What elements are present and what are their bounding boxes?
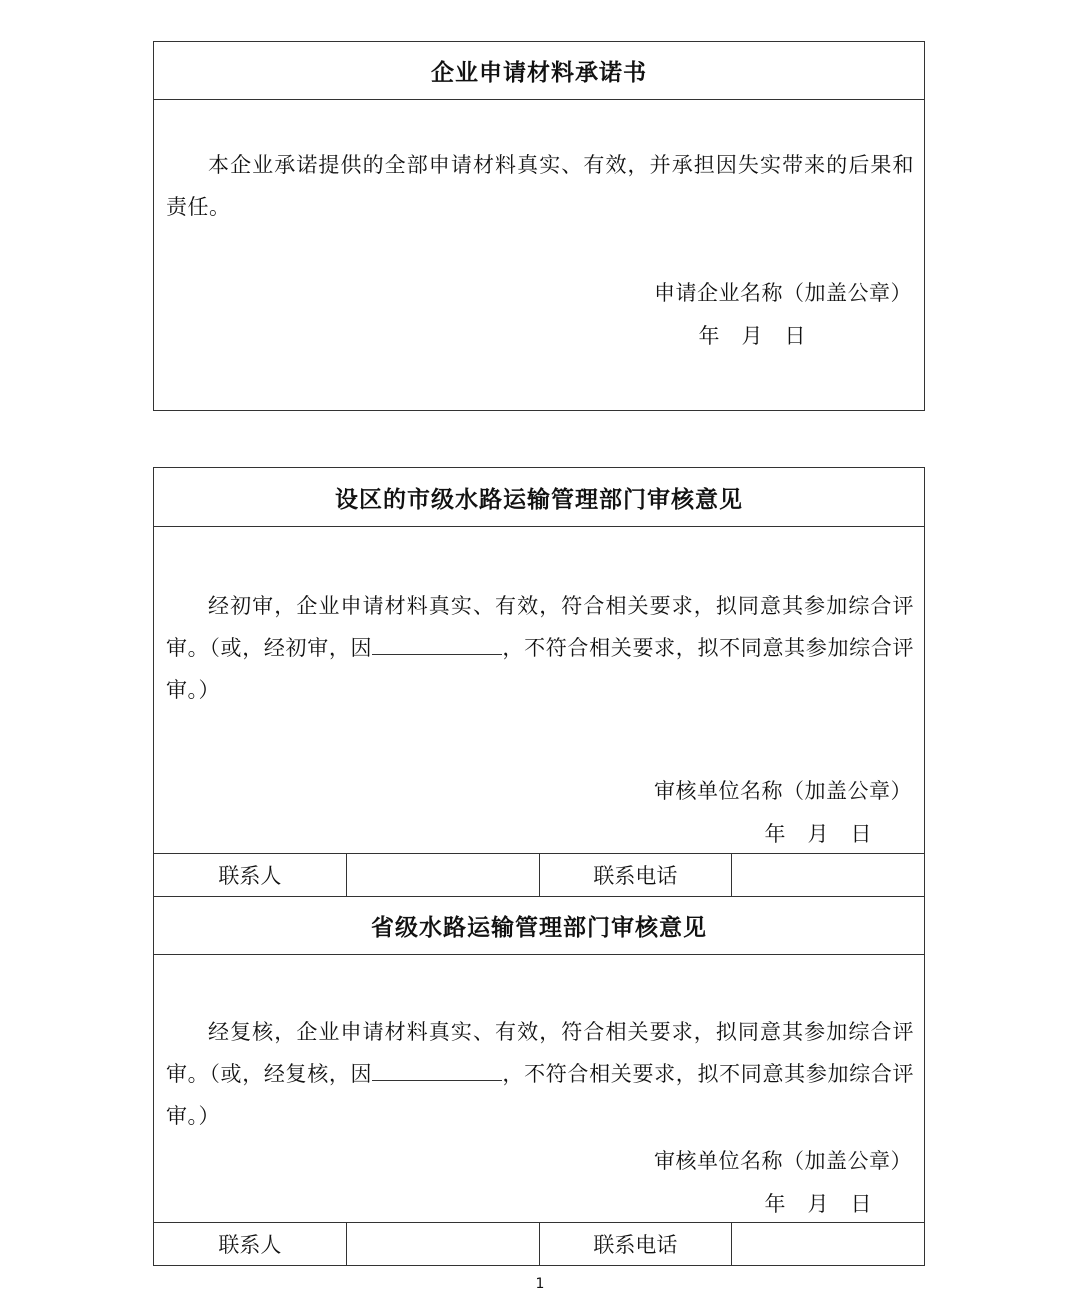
city-contact-row (154, 853, 924, 896)
province-contact-label: 联系人 (154, 1223, 347, 1265)
province-review-text-start: 经复核，企业申请材料真实、有效，符合相关要求，拟同意其参加综合评审。（或，经复核，因 (166, 1020, 914, 1086)
city-review-date: 年 月 日 (764, 822, 872, 846)
city-review-text-start: 经初审，企业申请材料真实、有效，符合相关要求，拟同意其参加综合评审。（或，经初审，因 (166, 594, 914, 660)
province-review-paragraph (166, 1011, 914, 1137)
province-review-date: 年 月 日 (764, 1192, 872, 1216)
commitment-paragraph: 本企业承诺提供的全部申请材料真实、有效，并承担因失实带来的后果和责任。 (166, 153, 914, 219)
province-review-text-end: ，不符合相关要求，拟不同意其参加综合评审。） (166, 1062, 915, 1128)
page-number: 1 (535, 1276, 545, 1292)
city-contact-label: 联系人 (154, 854, 347, 896)
city-review-title: 设区的市级水路运输管理部门审核意见 (154, 468, 924, 527)
review-section (153, 467, 925, 1266)
city-review-blank (372, 632, 502, 655)
commitment-date: 年 月 日 (698, 324, 806, 348)
city-review-signature: 审核单位名称（加盖公章） (654, 779, 912, 803)
province-review-signature: 审核单位名称（加盖公章） (654, 1149, 912, 1173)
province-phone-value[interactable] (732, 1223, 924, 1265)
province-phone-label: 联系电话 (540, 1223, 733, 1265)
province-review-title: 省级水路运输管理部门审核意见 (154, 896, 924, 955)
province-review-blank (372, 1058, 502, 1081)
city-phone-label: 联系电话 (540, 854, 733, 896)
city-contact-value[interactable] (347, 854, 540, 896)
province-contact-value[interactable] (347, 1223, 540, 1265)
commitment-section (153, 41, 925, 411)
city-phone-value[interactable] (732, 854, 924, 896)
city-review-text-end: ，不符合相关要求，拟不同意其参加综合评审。） (166, 636, 915, 702)
commitment-title: 企业申请材料承诺书 (154, 42, 924, 100)
province-contact-row (154, 1222, 924, 1265)
commitment-signature: 申请企业名称（加盖公章） (654, 281, 912, 305)
city-review-paragraph (166, 585, 914, 711)
